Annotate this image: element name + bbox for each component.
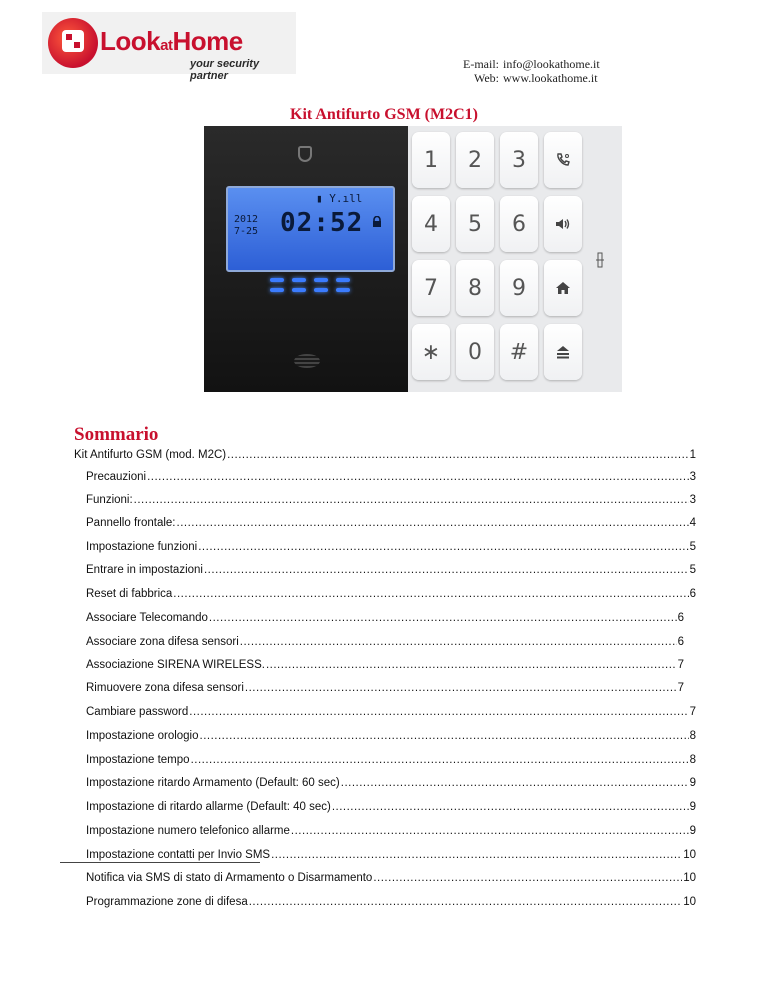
toc-entry[interactable]: [86, 564, 696, 576]
toc-page-number: 5: [689, 564, 696, 576]
logo-wordmark: LookatHome: [100, 26, 243, 56]
contact-web: Web: www.lookathome.it: [473, 71, 598, 85]
key-4: 4: [412, 196, 450, 252]
toc-entry-title: Impostazione orologio: [86, 730, 199, 742]
toc-entry-title: Rimuovere zona difesa sensori: [86, 682, 244, 694]
toc-entry-title: Impostazione ritardo Armamento (Default: 60 sec): [86, 777, 340, 789]
toc-entry-title: Funzioni:: [86, 494, 133, 506]
logo-house-icon: [48, 18, 98, 68]
toc-entry[interactable]: [86, 636, 684, 648]
toc-entry[interactable]: [86, 849, 696, 861]
key-7: 7: [412, 260, 450, 316]
toc-entry[interactable]: [86, 825, 696, 837]
key-8: 8: [456, 260, 494, 316]
toc-entry-title: Impostazione contatti per Invio SMS: [86, 849, 271, 861]
toc-entry[interactable]: [86, 872, 696, 884]
toc-leader: [173, 588, 688, 600]
toc-leader: [245, 682, 677, 694]
toc-leader: [147, 471, 689, 483]
toc-entry[interactable]: [86, 896, 696, 908]
toc-entry-title: Impostazione tempo: [86, 754, 190, 766]
toc-heading: Sommario: [74, 424, 159, 445]
toc-entry-title: Pannello frontale:: [86, 517, 176, 529]
toc-entry[interactable]: [86, 588, 696, 600]
toc-leader: [189, 706, 688, 718]
toc-page-number: 6: [689, 588, 696, 600]
toc-entry[interactable]: [86, 730, 696, 742]
toc-entry-title: Cambiare password: [86, 706, 189, 718]
toc-entry[interactable]: [86, 754, 696, 766]
toc-page-number: 10: [683, 872, 696, 884]
toc-leader: [177, 517, 689, 529]
toc-leader: [134, 494, 689, 506]
email-link[interactable]: info@lookathome.it: [503, 57, 600, 71]
key-star: ∗: [412, 324, 450, 380]
lcd-date: 2012 7-25: [234, 214, 259, 237]
disarm-icon: [544, 324, 582, 380]
toc-leader: [266, 659, 677, 671]
toc-entry-title: Impostazione funzioni: [86, 541, 198, 553]
toc-leader: [291, 825, 689, 837]
toc-page-number: 1: [689, 449, 696, 461]
sensor-icon: [596, 252, 604, 268]
toc-entry-title: Reset di fabbrica: [86, 588, 173, 600]
toc-page-number: 8: [689, 754, 696, 766]
toc-leader: [240, 636, 677, 648]
toc-page-number: 10: [683, 849, 696, 861]
toc-entry[interactable]: [86, 801, 696, 813]
lock-icon: [371, 216, 383, 228]
lcd-screen: [226, 186, 395, 272]
toc-leader: [209, 612, 677, 624]
toc-entry-title: Kit Antifurto GSM (mod. M2C): [74, 449, 227, 461]
toc-page-number: 9: [689, 825, 696, 837]
toc-page-number: 4: [689, 517, 696, 529]
toc-leader: [332, 801, 689, 813]
toc-entry[interactable]: [86, 659, 684, 671]
display-panel: [204, 126, 408, 392]
toc-leader: [227, 449, 688, 461]
toc-entry-title: Programmazione zone di difesa: [86, 896, 248, 908]
key-2: 2: [456, 132, 494, 188]
lcd-time: 02:52: [280, 208, 364, 238]
speaker-grille: [294, 354, 320, 368]
toc-page-number: 3: [689, 494, 696, 506]
strike-mark: [60, 862, 260, 863]
toc-page-number: 7: [677, 682, 684, 694]
keypad: [412, 132, 582, 384]
toc-page-number: 5: [689, 541, 696, 553]
toc-page-number: 10: [683, 896, 696, 908]
toc-entry-title: Impostazione numero telefonico allarme: [86, 825, 290, 837]
signal-battery-icon: ▮ Y.ıll: [316, 192, 363, 205]
toc-leader: [271, 849, 682, 861]
toc-entry[interactable]: [86, 777, 696, 789]
key-6: 6: [500, 196, 538, 252]
toc-leader: [373, 872, 682, 884]
toc-page-number: 9: [689, 801, 696, 813]
phone-icon: [544, 132, 582, 188]
toc-entry[interactable]: [86, 517, 696, 529]
toc-entry[interactable]: [86, 682, 684, 694]
toc-leader: [191, 754, 689, 766]
toc-leader: [341, 777, 689, 789]
toc-entry[interactable]: [86, 706, 696, 718]
toc-page-number: 6: [677, 612, 684, 624]
key-5: 5: [456, 196, 494, 252]
toc-entry-title: Notifica via SMS di stato di Armamento o Disarmamento: [86, 872, 373, 884]
key-hash: #: [500, 324, 538, 380]
toc-entry[interactable]: [74, 449, 696, 461]
toc-entry-title: Precauzioni: [86, 471, 147, 483]
contact-email: E-mail: info@lookathome.it: [463, 57, 600, 71]
toc-entry-title: Associazione SIRENA WIRELESS.: [86, 659, 265, 671]
toc-entry[interactable]: [86, 541, 696, 553]
toc-entry-title: Associare Telecomando: [86, 612, 208, 624]
contact-info: [452, 57, 600, 85]
toc-entry-title: Impostazione di ritardo allarme (Default: 40 sec): [86, 801, 331, 813]
key-1: 1: [412, 132, 450, 188]
toc-leader: [200, 730, 689, 742]
status-leds: [270, 278, 350, 298]
toc-entry[interactable]: [86, 612, 684, 624]
toc-entry[interactable]: [86, 471, 696, 483]
toc-page-number: 7: [689, 706, 696, 718]
key-0: 0: [456, 324, 494, 380]
toc-page-number: 9: [689, 777, 696, 789]
document-title: Kit Antifurto GSM (M2C1): [290, 106, 478, 123]
toc-page-number: 7: [677, 659, 684, 671]
company-logo: [42, 12, 296, 82]
toc-entry-title: Entrare in impostazioni: [86, 564, 203, 576]
key-3: 3: [500, 132, 538, 188]
toc-leader: [198, 541, 688, 553]
shield-icon: [298, 146, 312, 162]
alarm-panel-image: [204, 126, 622, 392]
toc-entry[interactable]: [86, 494, 696, 506]
home-icon: [544, 260, 582, 316]
web-link[interactable]: www.lookathome.it: [503, 71, 598, 85]
toc-leader: [204, 564, 689, 576]
toc-page-number: 6: [677, 636, 684, 648]
toc-page-number: 8: [689, 730, 696, 742]
speaker-icon: [544, 196, 582, 252]
toc-leader: [249, 896, 682, 908]
logo-tagline: your security partner: [190, 58, 260, 82]
key-9: 9: [500, 260, 538, 316]
toc-entry-title: Associare zona difesa sensori: [86, 636, 239, 648]
toc-page-number: 3: [689, 471, 696, 483]
